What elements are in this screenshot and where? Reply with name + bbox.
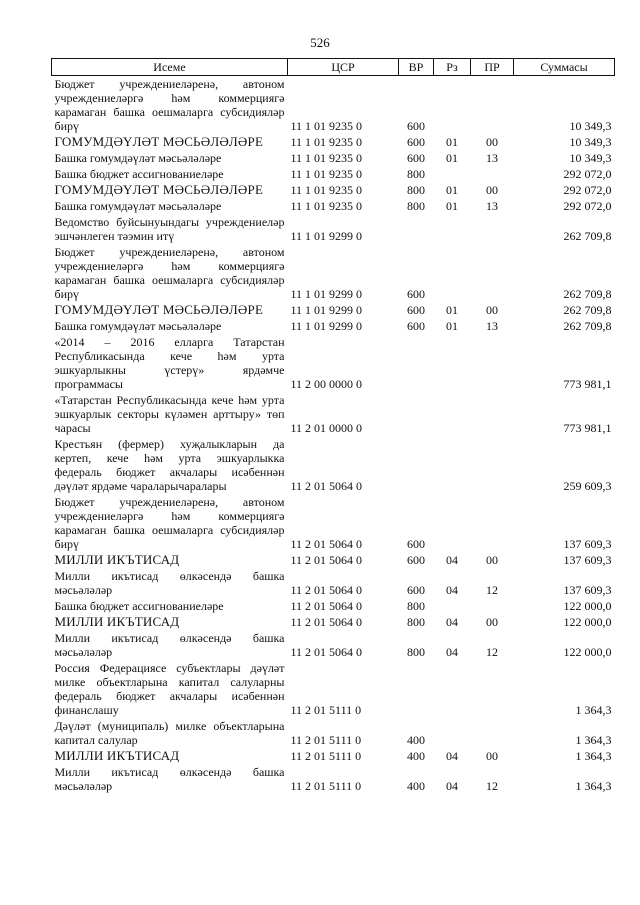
row-vr: 600 — [407, 135, 425, 149]
table-row — [52, 134, 615, 150]
table-row — [52, 244, 615, 302]
row-sum: 262 709,8 — [563, 287, 612, 301]
table-row — [52, 494, 615, 552]
table-row — [52, 598, 615, 614]
row-rz — [434, 334, 471, 392]
row-pr: 12 — [486, 583, 498, 597]
row-pr — [471, 718, 514, 748]
row-sum: 122 000,0 — [563, 599, 612, 613]
row-vr — [399, 392, 434, 436]
row-rz: 01 — [446, 319, 458, 333]
table-row — [52, 764, 615, 794]
row-csr: 11 1 01 9235 0 — [290, 135, 363, 149]
row-rz — [434, 166, 471, 182]
row-csr: 11 2 01 5064 0 — [290, 553, 363, 567]
row-pr — [471, 660, 514, 718]
row-csr: 11 1 01 9235 0 — [290, 119, 363, 133]
row-csr: 11 2 01 0000 0 — [290, 421, 363, 435]
row-csr: 11 1 01 9235 0 — [290, 151, 363, 165]
row-rz: 04 — [446, 583, 458, 597]
row-pr: 00 — [486, 749, 498, 763]
row-csr: 11 1 01 9299 0 — [290, 287, 363, 301]
row-name: Россия Федерациясе субъектлары дәүләт милке объектларына капитал салуларны федераль бюджет акчалары исәбеннән финанслашу — [54, 661, 285, 717]
row-sum: 1 364,3 — [575, 779, 612, 793]
header-vr: ВР — [399, 59, 434, 76]
row-pr: 12 — [486, 645, 498, 659]
row-csr: 11 1 01 9299 0 — [290, 303, 363, 317]
row-csr: 11 1 01 9299 0 — [290, 319, 363, 333]
row-sum: 262 709,8 — [563, 319, 612, 333]
row-sum: 1 364,3 — [575, 749, 612, 763]
row-vr: 400 — [407, 749, 425, 763]
row-sum: 1 364,3 — [575, 733, 612, 747]
row-sum: 262 709,8 — [563, 229, 612, 243]
row-vr: 600 — [407, 553, 425, 567]
row-name: Бюджет учреждениеләренә, автоном учреждениеләргә һәм коммерциягә карамаган башка оешмаларга субсидияләр бирү — [54, 77, 285, 133]
row-name: «Татарстан Республикасында кече һәм урта эшкуарлык секторы күләмен арттыру» төп чарасы — [54, 393, 285, 435]
row-pr: 13 — [486, 319, 498, 333]
row-name: МИЛЛИ ИКЪТИСАД — [54, 552, 180, 567]
row-name: Башка гомумдәүләт мәсьәләләре — [54, 319, 222, 333]
row-name: Ведомство буйсынуындагы учреждениеләр эшчәнлеген тәэмин итү — [54, 215, 285, 243]
row-pr: 00 — [486, 135, 498, 149]
row-sum: 292 072,0 — [563, 167, 612, 181]
row-name: Бюджет учреждениеләренә, автоном учреждениеләргә һәм коммерциягә карамаган башка оешмаларга субсидияләр бирү — [54, 245, 285, 301]
header-row — [52, 59, 615, 76]
row-pr — [471, 76, 514, 135]
row-sum: 137 609,3 — [563, 537, 612, 551]
row-rz — [434, 718, 471, 748]
row-pr: 00 — [486, 553, 498, 567]
row-sum: 262 709,8 — [563, 303, 612, 317]
row-vr: 800 — [407, 167, 425, 181]
row-name: МИЛЛИ ИКЪТИСАД — [54, 614, 180, 629]
row-name: Башка бюджет ассигнованиеләре — [54, 167, 224, 181]
row-sum: 773 981,1 — [563, 421, 612, 435]
row-vr — [399, 660, 434, 718]
table-row — [52, 302, 615, 318]
header-rz: Рз — [434, 59, 471, 76]
row-name: Милли икътисад өлкәсендә башка мәсьәләләр — [54, 765, 285, 793]
row-vr: 800 — [407, 615, 425, 629]
row-csr: 11 2 01 5064 0 — [290, 479, 363, 493]
table-row — [52, 214, 615, 244]
table-row — [52, 568, 615, 598]
row-rz — [434, 494, 471, 552]
row-pr — [471, 334, 514, 392]
row-csr: 11 2 01 5064 0 — [290, 615, 363, 629]
row-csr: 11 2 01 5111 0 — [290, 703, 362, 717]
header-sum: Суммасы — [514, 59, 615, 76]
row-pr — [471, 392, 514, 436]
row-name: ГОМУМДӘҮЛӘТ МӘСЬӘЛӘЛӘРЕ — [54, 134, 264, 149]
row-sum: 10 349,3 — [569, 151, 612, 165]
row-vr: 400 — [407, 733, 425, 747]
row-vr: 400 — [407, 779, 425, 793]
row-rz: 01 — [446, 135, 458, 149]
row-name: Башка гомумдәүләт мәсьәләләре — [54, 151, 222, 165]
row-vr — [399, 436, 434, 494]
row-csr: 11 2 01 5064 0 — [290, 537, 363, 551]
row-sum: 292 072,0 — [563, 183, 612, 197]
row-sum: 137 609,3 — [563, 553, 612, 567]
row-rz: 01 — [446, 183, 458, 197]
row-csr: 11 1 01 9235 0 — [290, 167, 363, 181]
row-name: ГОМУМДӘҮЛӘТ МӘСЬӘЛӘЛӘРЕ — [54, 302, 264, 317]
table-row — [52, 166, 615, 182]
table-row — [52, 630, 615, 660]
row-vr: 600 — [407, 303, 425, 317]
row-pr: 00 — [486, 615, 498, 629]
row-name: Башка гомумдәүләт мәсьәләләре — [54, 199, 222, 213]
row-sum: 292 072,0 — [563, 199, 612, 213]
row-rz: 04 — [446, 645, 458, 659]
row-sum: 1 364,3 — [575, 703, 612, 717]
row-pr: 13 — [486, 199, 498, 213]
row-csr: 11 2 01 5111 0 — [290, 749, 362, 763]
row-name: «2014 – 2016 елларга Татарстан Республикасында кече һәм урта эшкуарлыкны үстерү» ярдәмче программасы — [54, 335, 285, 391]
row-vr — [399, 214, 434, 244]
row-name: Бюджет учреждениеләренә, автоном учреждениеләргә һәм коммерциягә карамаган башка оешмаларга субсидияләр бирү — [54, 495, 285, 551]
row-vr: 600 — [407, 151, 425, 165]
row-rz: 04 — [446, 779, 458, 793]
row-vr: 600 — [407, 287, 425, 301]
row-vr — [399, 334, 434, 392]
row-rz — [434, 76, 471, 135]
row-sum: 122 000,0 — [563, 645, 612, 659]
row-rz: 01 — [446, 151, 458, 165]
row-rz — [434, 598, 471, 614]
row-csr: 11 2 01 5064 0 — [290, 583, 363, 597]
table-row — [52, 150, 615, 166]
table-row — [52, 198, 615, 214]
table-row — [52, 660, 615, 718]
budget-table — [51, 58, 615, 794]
row-csr: 11 2 01 5111 0 — [290, 779, 362, 793]
row-rz: 01 — [446, 199, 458, 213]
row-pr: 13 — [486, 151, 498, 165]
row-pr: 12 — [486, 779, 498, 793]
row-name: Башка бюджет ассигнованиеләре — [54, 599, 224, 613]
row-pr — [471, 214, 514, 244]
row-pr — [471, 598, 514, 614]
table-row — [52, 334, 615, 392]
table-row — [52, 718, 615, 748]
table-row — [52, 748, 615, 764]
row-csr: 11 2 01 5064 0 — [290, 599, 363, 613]
row-sum: 10 349,3 — [569, 119, 612, 133]
row-sum: 773 981,1 — [563, 377, 612, 391]
header-csr: ЦСР — [288, 59, 399, 76]
row-vr: 800 — [407, 599, 425, 613]
row-pr — [471, 436, 514, 494]
table-row — [52, 392, 615, 436]
row-pr — [471, 166, 514, 182]
row-rz — [434, 244, 471, 302]
page-number: 526 — [310, 35, 330, 50]
row-rz: 01 — [446, 303, 458, 317]
row-vr: 600 — [407, 537, 425, 551]
row-rz — [434, 214, 471, 244]
row-rz: 04 — [446, 553, 458, 567]
row-pr: 00 — [486, 303, 498, 317]
row-rz — [434, 436, 471, 494]
row-vr: 600 — [407, 119, 425, 133]
row-sum: 10 349,3 — [569, 135, 612, 149]
row-vr: 800 — [407, 183, 425, 197]
header-name: Исеме — [52, 59, 288, 76]
row-rz: 04 — [446, 749, 458, 763]
row-name: Дәүләт (муниципаль) милке объектларына капитал салулар — [54, 719, 285, 747]
row-rz — [434, 392, 471, 436]
table-row — [52, 614, 615, 630]
row-csr: 11 1 01 9235 0 — [290, 199, 363, 213]
row-pr: 00 — [486, 183, 498, 197]
row-pr — [471, 244, 514, 302]
row-csr: 11 2 00 0000 0 — [290, 377, 363, 391]
row-csr: 11 2 01 5111 0 — [290, 733, 362, 747]
table-row — [52, 552, 615, 568]
row-csr: 11 1 01 9235 0 — [290, 183, 363, 197]
row-name: Милли икътисад өлкәсендә башка мәсьәләләр — [54, 569, 285, 597]
row-name: МИЛЛИ ИКЪТИСАД — [54, 748, 180, 763]
table-row — [52, 76, 615, 135]
row-name: Милли икътисад өлкәсендә башка мәсьәләләр — [54, 631, 285, 659]
row-rz: 04 — [446, 615, 458, 629]
row-vr: 800 — [407, 645, 425, 659]
row-vr: 600 — [407, 583, 425, 597]
header-pr: ПР — [471, 59, 514, 76]
row-rz — [434, 660, 471, 718]
row-csr: 11 2 01 5064 0 — [290, 645, 363, 659]
row-name: Крестьян (фермер) хуҗалыкларын да кертеп, кече һәм урта эшкуарлыкка федераль бюджет акчалары исәбеннән дәүләт ярдәме чараларычаралары — [54, 437, 285, 493]
row-csr: 11 1 01 9299 0 — [290, 229, 363, 243]
table-row — [52, 182, 615, 198]
row-sum: 259 609,3 — [563, 479, 612, 493]
row-vr: 800 — [407, 199, 425, 213]
row-vr: 600 — [407, 319, 425, 333]
table-row — [52, 318, 615, 334]
row-sum: 122 000,0 — [563, 615, 612, 629]
row-name: ГОМУМДӘҮЛӘТ МӘСЬӘЛӘЛӘРЕ — [54, 182, 264, 197]
row-pr — [471, 494, 514, 552]
row-sum: 137 609,3 — [563, 583, 612, 597]
table-row — [52, 436, 615, 494]
